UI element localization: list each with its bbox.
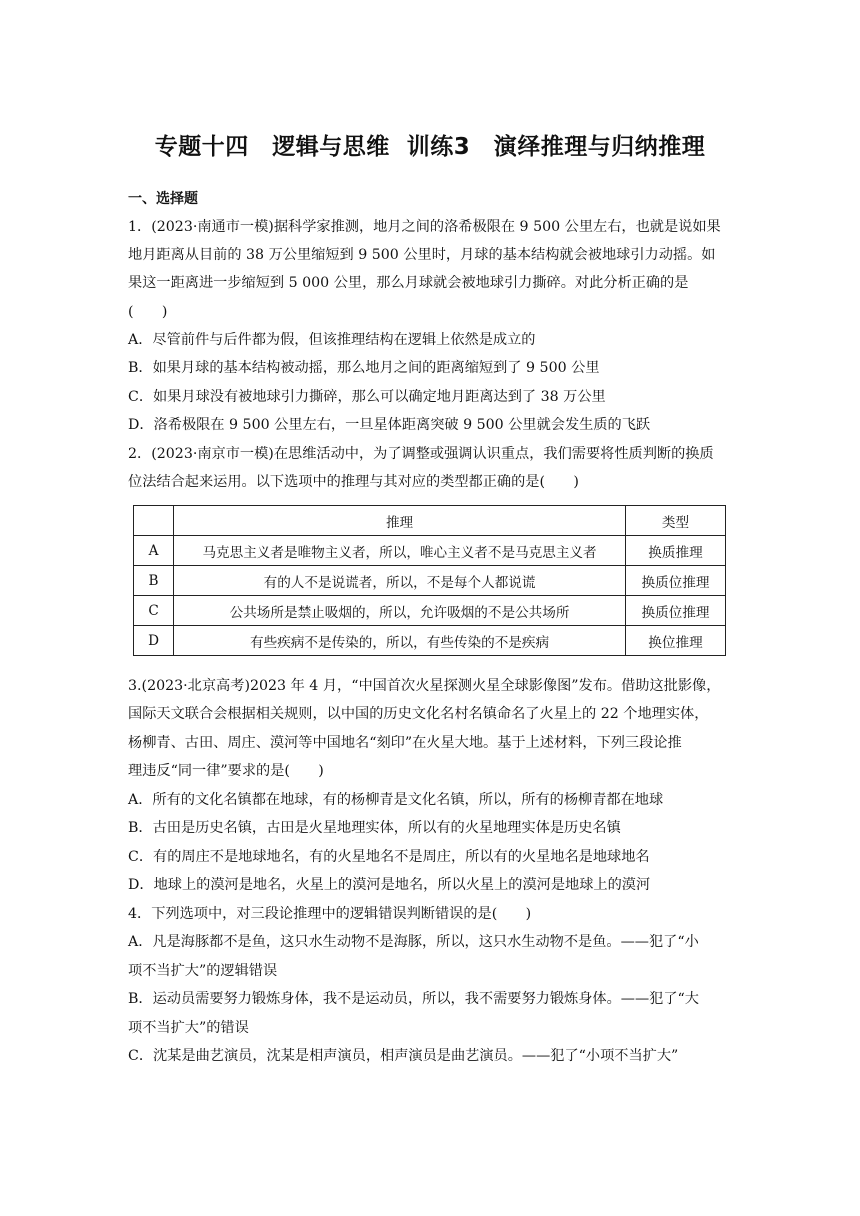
table-cell-option: B bbox=[134, 566, 174, 596]
q3-line: 理违反“同一律”要求的是( ) bbox=[128, 763, 324, 779]
table-header-row bbox=[134, 506, 726, 536]
table-cell-reasoning: 有的人不是说谎者，所以，不是每个人都说谎 bbox=[174, 566, 626, 596]
table-cell-reasoning: 马克思主义者是唯物主义者，所以，唯心主义者不是马克思主义者 bbox=[174, 536, 626, 566]
table-cell-type: 换质位推理 bbox=[625, 596, 725, 626]
q1-line: 地月距离从目前的 38 万公里缩短到 9 500 公里时，月球的基本结构就会被地球引力动摇。如 bbox=[128, 247, 716, 263]
q1-line: 1．(2023·南通市一模)据科学家推测，地月之间的洛希极限在 9 500 公里左右，也就是说如果 bbox=[128, 219, 721, 235]
table-cell-type: 换质推理 bbox=[625, 536, 725, 566]
table-cell-option: C bbox=[134, 596, 174, 626]
q4-option-c: C．沈某是曲艺演员，沈某是相声演员，相声演员是曲艺演员。——犯了“小项不当扩大” bbox=[128, 1048, 679, 1064]
page-title: 专题十四 逻辑与思维 训练3 演绎推理与归纳推理 bbox=[154, 134, 706, 160]
q3-option-c: C．有的周庄不是地球地名，有的火星地名不是周庄，所以有的火星地名是地球地名 bbox=[128, 849, 650, 865]
q2-line: 2．(2023·南京市一模)在思维活动中，为了调整或强调认识重点，我们需要将性质判断的换质 bbox=[128, 446, 714, 462]
q1-option-b: B．如果月球的基本结构被动摇，那么地月之间的距离缩短到了 9 500 公里 bbox=[128, 360, 600, 376]
table-row bbox=[134, 536, 726, 566]
q3-option-b: B．古田是历史名镇，古田是火星地理实体，所以有的火星地理实体是历史名镇 bbox=[128, 820, 621, 836]
table-cell-option: D bbox=[134, 626, 174, 656]
q3-line: 3.(2023·北京高考)2023 年 4 月，“中国首次火星探测火星全球影像图”发布。借助这批影像， bbox=[128, 678, 721, 694]
q2-line: 位法结合起来运用。以下选项中的推理与其对应的类型都正确的是( ) bbox=[128, 474, 579, 490]
table-cell-reasoning: 有些疾病不是传染的，所以，有些传染的不是疾病 bbox=[174, 626, 626, 656]
section-heading: 一、选择题 bbox=[128, 191, 198, 207]
q4-line: 4．下列选项中，对三段论推理中的逻辑错误判断错误的是( ) bbox=[128, 906, 532, 922]
table-cell-type: 换质位推理 bbox=[625, 566, 725, 596]
table-row bbox=[134, 566, 726, 596]
q1-line: ( ) bbox=[128, 304, 168, 320]
q4-option-a-cont: 项不当扩大”的逻辑错误 bbox=[128, 963, 278, 979]
table-header-cell: 推理 bbox=[174, 506, 626, 536]
table-cell-option: A bbox=[134, 536, 174, 566]
table-header-cell bbox=[134, 506, 174, 536]
q1-option-d: D．洛希极限在 9 500 公里左右，一旦星体距离突破 9 500 公里就会发生质的飞跃 bbox=[128, 417, 651, 433]
q3-option-a: A．所有的文化名镇都在地球，有的杨柳青是文化名镇，所以，所有的杨柳青都在地球 bbox=[128, 792, 664, 808]
q4-option-a: A．凡是海豚都不是鱼，这只水生动物不是海豚，所以，这只水生动物不是鱼。——犯了“小 bbox=[128, 934, 699, 950]
q2-options-table bbox=[133, 505, 726, 656]
q4-option-b-cont: 项不当扩大”的错误 bbox=[128, 1020, 249, 1036]
table-cell-reasoning: 公共场所是禁止吸烟的，所以，允许吸烟的不是公共场所 bbox=[174, 596, 626, 626]
table-row bbox=[134, 596, 726, 626]
q1-option-a: A．尽管前件与后件都为假，但该推理结构在逻辑上依然是成立的 bbox=[128, 332, 536, 348]
table-header-cell: 类型 bbox=[625, 506, 725, 536]
q1-line: 果这一距离进一步缩短到 5 000 公里，那么月球就会被地球引力撕碎。对此分析正确的是 bbox=[128, 275, 689, 291]
q1-option-c: C．如果月球没有被地球引力撕碎，那么可以确定地月距离达到了 38 万公里 bbox=[128, 389, 606, 405]
table-row bbox=[134, 626, 726, 656]
q3-line: 国际天文联合会根据相关规则，以中国的历史文化名村名镇命名了火星上的 22 个地理实体， bbox=[128, 706, 709, 722]
table-cell-type: 换位推理 bbox=[625, 626, 725, 656]
q3-option-d: D．地球上的漠河是地名，火星上的漠河是地名，所以火星上的漠河是地球上的漠河 bbox=[128, 877, 651, 893]
q3-line: 杨柳青、古田、周庄、漠河等中国地名“刻印”在火星大地。基于上述材料，下列三段论推 bbox=[128, 735, 682, 751]
q4-option-b: B．运动员需要努力锻炼身体，我不是运动员，所以，我不需要努力锻炼身体。——犯了“大 bbox=[128, 991, 699, 1007]
